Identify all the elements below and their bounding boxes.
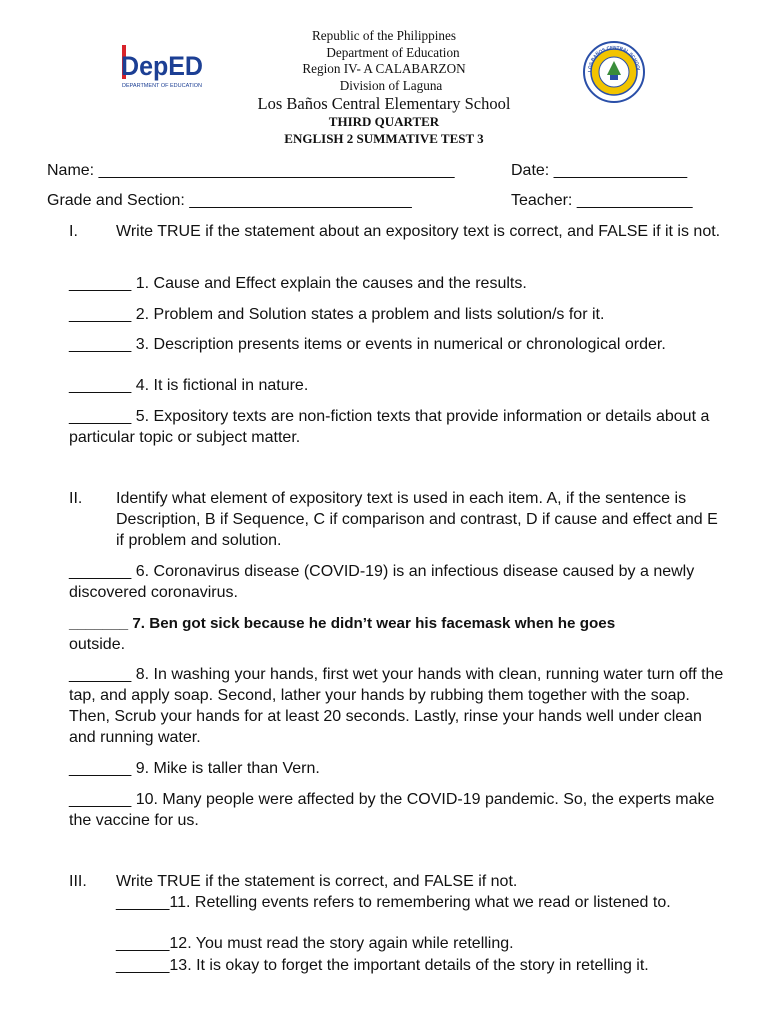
question-12	[116, 933, 728, 954]
question-7	[69, 613, 729, 655]
date-blank[interactable]: _______________	[553, 162, 688, 179]
answer-blank[interactable]: _______	[69, 760, 136, 777]
answer-blank[interactable]: _______	[69, 336, 136, 353]
deped-logo-subtext: DEPARTMENT OF EDUCATION	[122, 83, 203, 89]
answer-blank[interactable]: _______	[69, 275, 136, 292]
region-line: Region IV- A CALABARZON	[302, 61, 466, 76]
teacher-blank[interactable]: _____________	[576, 192, 693, 209]
question-text: 11. Retelling events refers to remembering what we read or listened to.	[169, 894, 671, 911]
question-text: 7. Ben got sick because he didn’t wear his facemask when he goes	[132, 615, 616, 632]
question-text: 3. Description presents items or events in numerical or chronological order.	[135, 336, 666, 353]
question-text: 10. Many people were affected by the COVID-19 pandemic. So, the experts make the vaccine for us.	[69, 791, 715, 829]
part1-numeral: I.	[69, 223, 78, 240]
quarter-title: THIRD QUARTER	[328, 114, 440, 129]
teacher-label: Teacher:	[511, 192, 573, 209]
answer-blank[interactable]: ______	[116, 957, 170, 974]
name-blank[interactable]: ________________________________________	[98, 162, 455, 179]
test-title: ENGLISH 2 SUMMATIVE TEST 3	[284, 130, 484, 146]
answer-blank[interactable]: ______	[116, 894, 170, 911]
name-label: Name:	[47, 162, 95, 179]
name-field[interactable]	[47, 160, 455, 181]
seal-text: LOS BAÑOS CENTRAL SCHOOL	[586, 44, 642, 73]
question-text: 9. Mike is taller than Vern.	[135, 760, 320, 777]
question-13	[116, 955, 728, 976]
department-line: Department of Education	[326, 44, 460, 60]
question-3	[69, 334, 729, 355]
question-text: 1. Cause and Effect explain the causes and the results.	[135, 275, 527, 292]
answer-blank[interactable]: _______	[69, 791, 136, 808]
question-1	[69, 273, 729, 294]
part2-instruction: Identify what element of expository text is used in each item. A, if the sentence is Description, B if Sequence, C if comparison and contrast, D if cause and effect and E if problem and solution.	[116, 490, 718, 549]
question-8	[69, 664, 729, 748]
question-2	[69, 304, 729, 325]
answer-blank[interactable]: _______	[69, 377, 136, 394]
answer-blank[interactable]: _______	[69, 408, 136, 425]
date-field[interactable]	[511, 160, 687, 181]
grade-section-field[interactable]	[47, 190, 412, 211]
question-text: 5. Expository texts are non-fiction texts that provide information or details about a particular topic or subject matter.	[69, 408, 710, 446]
question-5	[69, 406, 729, 448]
answer-blank[interactable]: ______	[116, 935, 170, 952]
grade-section-label: Grade and Section:	[47, 192, 185, 209]
question-11	[116, 892, 728, 913]
answer-blank[interactable]: _______	[69, 306, 136, 323]
question-10	[69, 789, 729, 831]
question-text: 6. Coronavirus disease (COVID-19) is an infectious disease caused by a newly discovered coronavirus.	[69, 563, 695, 601]
deped-logo-text: DepED	[121, 51, 203, 81]
teacher-field[interactable]	[511, 190, 693, 211]
question-text: 4. It is fictional in nature.	[135, 377, 309, 394]
part3-numeral: III.	[69, 873, 87, 890]
question-6	[69, 561, 729, 603]
question-text: 8. In washing your hands, first wet your hands with clean, running water turn off the tap, and apply soap. Second, lather your hands by rubbing them together with the soap. Then, Scrub your hands for at least 20 seconds. Lastly, rinse your hands well under clean and running water.	[69, 666, 724, 746]
answer-blank[interactable]: _______	[69, 666, 136, 683]
document-header	[0, 28, 768, 147]
part1-instruction: Write TRUE if the statement about an expository text is correct, and FALSE if it is not.	[116, 223, 721, 240]
question-9	[69, 758, 729, 779]
question-4	[69, 375, 729, 396]
republic-line: Republic of the Philippines	[312, 28, 456, 43]
date-label: Date:	[511, 162, 550, 179]
question-text: 13. It is okay to forget the important details of the story in retelling it.	[169, 957, 649, 974]
part2-numeral: II.	[69, 490, 83, 507]
part3-instruction: Write TRUE if the statement is correct, and FALSE if not.	[116, 873, 518, 890]
division-line: Division of Laguna	[339, 77, 443, 93]
grade-section-blank[interactable]: _________________________	[189, 192, 412, 209]
question-text: 12. You must read the story again while retelling.	[169, 935, 514, 952]
answer-blank[interactable]: _______	[69, 563, 136, 580]
question-text: 2. Problem and Solution states a problem and lists solution/s for it.	[135, 306, 605, 323]
answer-blank[interactable]: _______	[69, 615, 133, 632]
school-name: Los Baños Central Elementary School	[257, 94, 511, 113]
question-text-tail: outside.	[69, 636, 126, 653]
